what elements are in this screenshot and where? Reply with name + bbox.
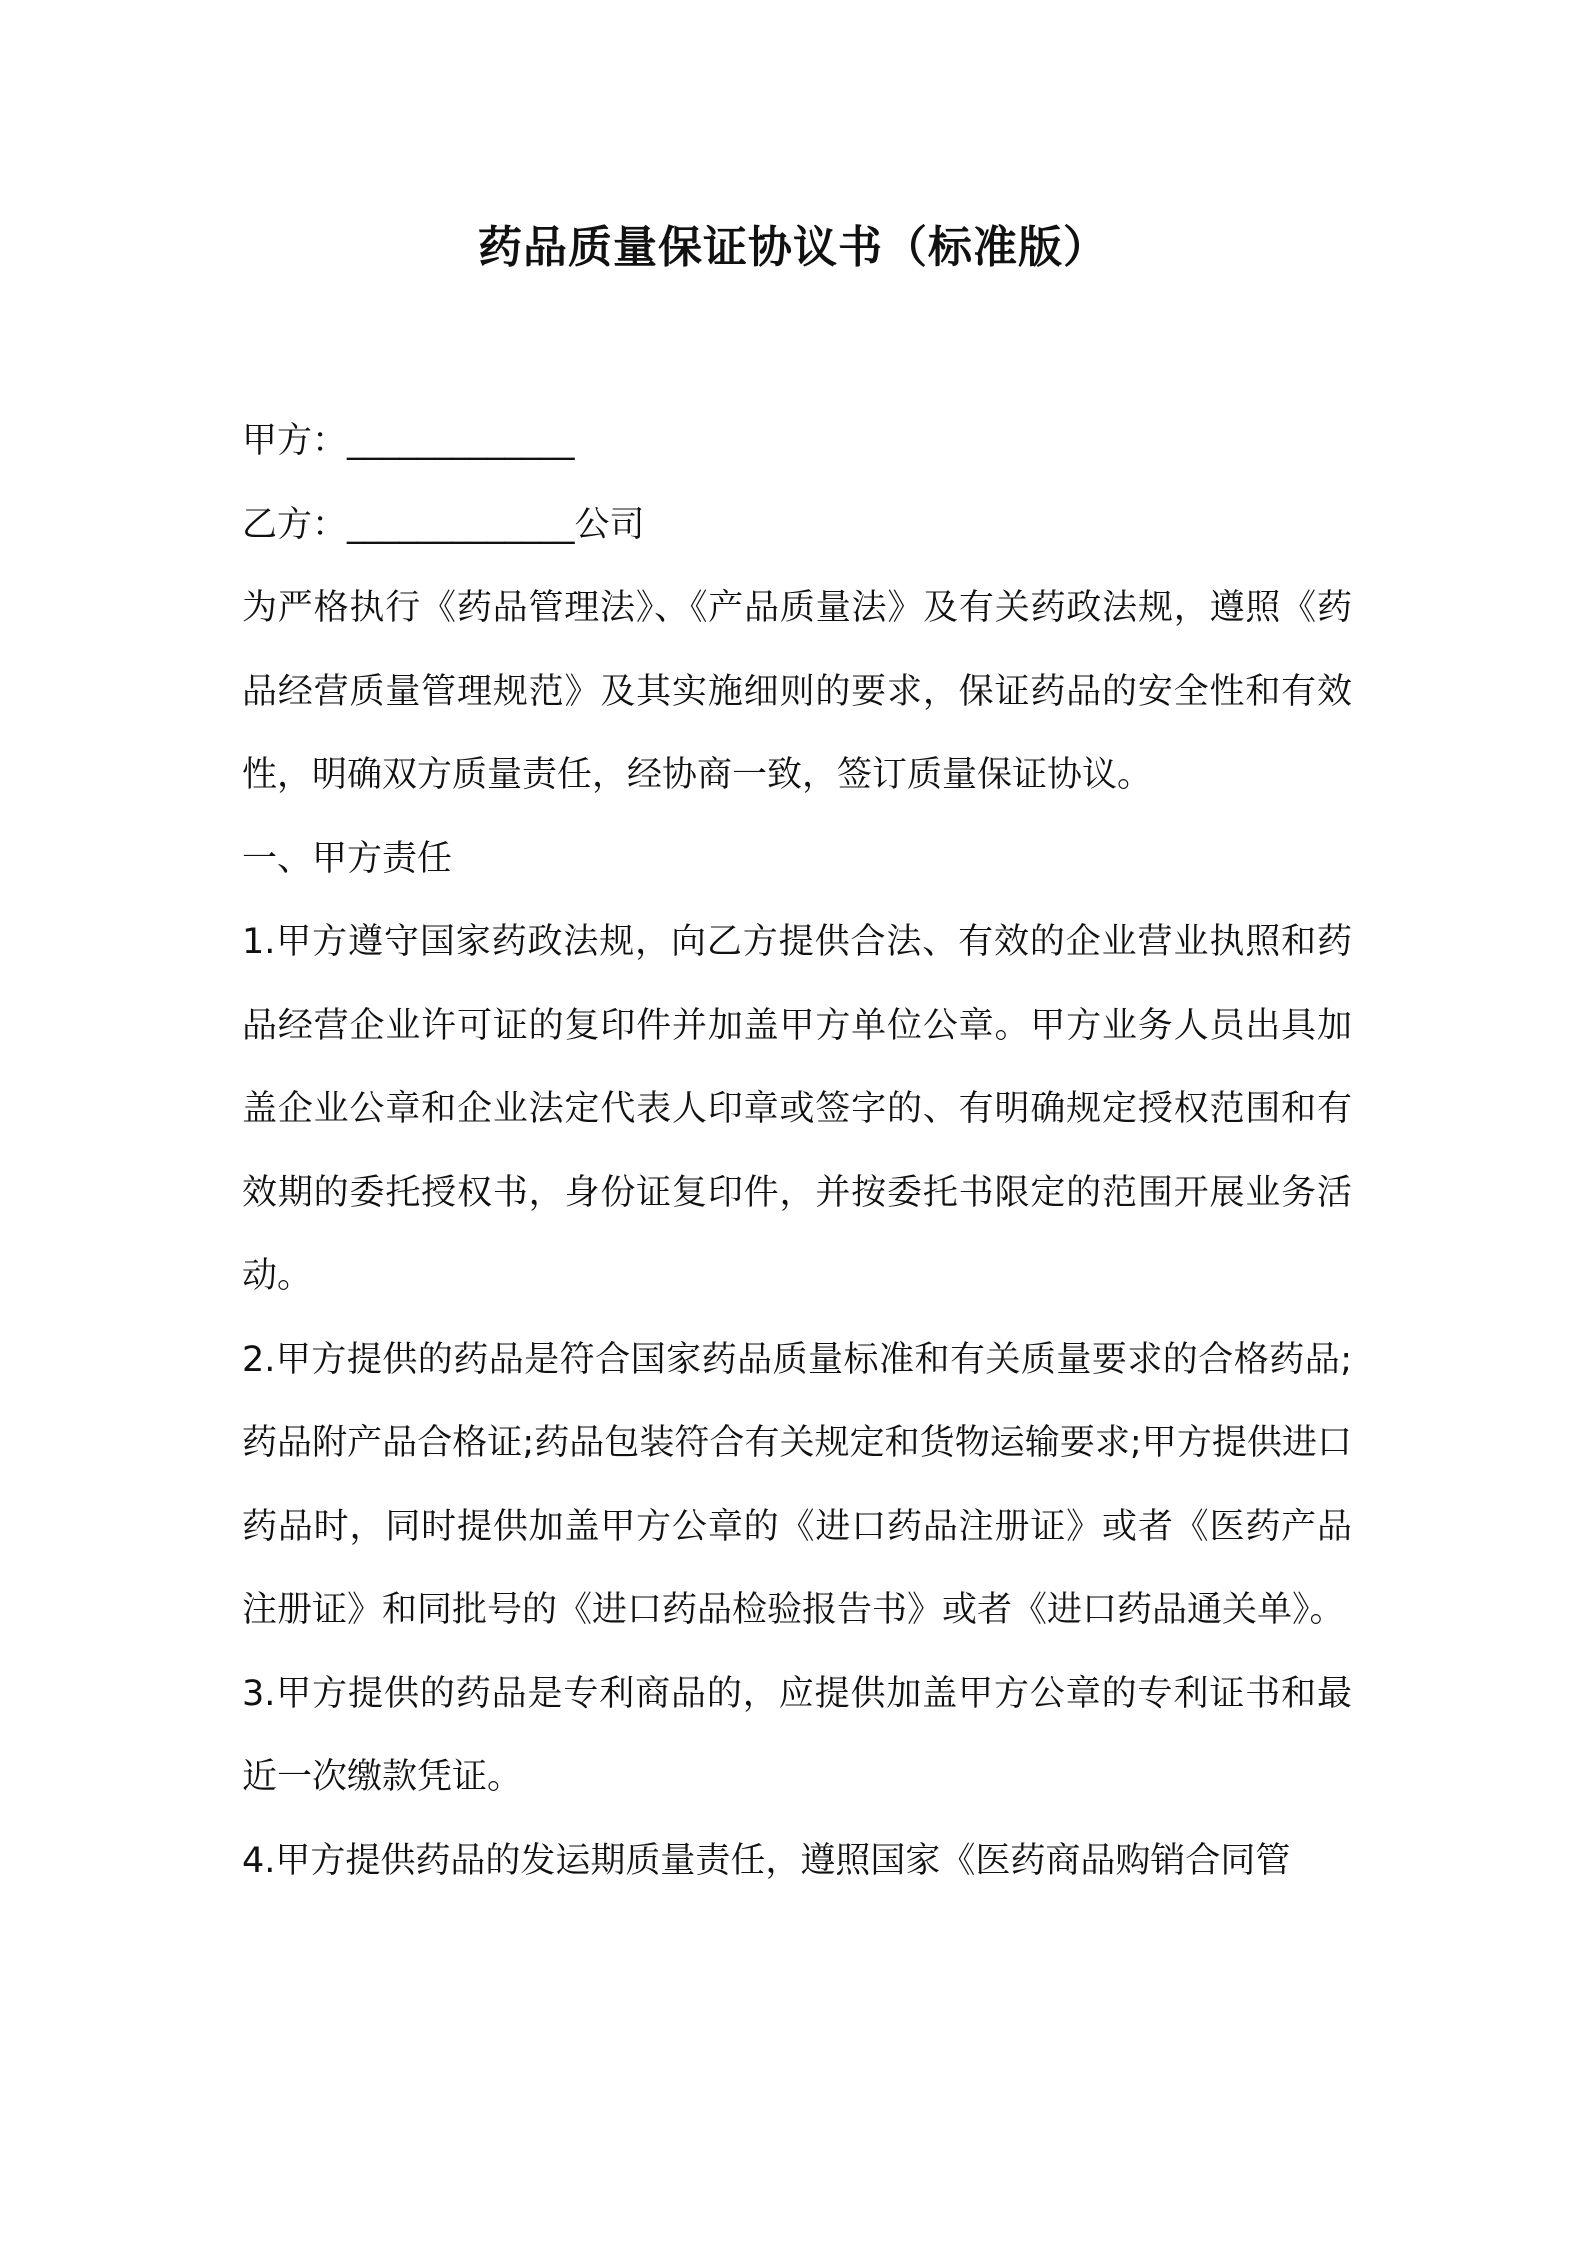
preamble-paragraph: 为严格执行《药品管理法》、《产品质量法》及有关药政法规，遵照《药品经营质量管理规范》及其实施细则的要求，保证药品的安全性和有效性，明确双方质量责任，经协商一致，签订质量保证协议。	[242, 588, 1352, 795]
document-title: 药品质量保证协议书（标准版）	[478, 222, 1108, 273]
section-heading-party-a-responsibilities: 一、甲方责任	[242, 838, 453, 879]
clause-3: 3.甲方提供的药品是专利商品的，应提供加盖甲方公章的专利证书和最近一次缴款凭证。	[242, 1673, 1352, 1797]
party-a-line: 甲方：_____________	[242, 421, 575, 461]
clause-1: 1.甲方遵守国家药政法规，向乙方提供合法、有效的企业营业执照和药品经营企业许可证的复印件并加盖甲方单位公章。甲方业务人员出具加盖企业公章和企业法定代表人印章或签字的、有明确规定授权范围和有效期的委托授权书，身份证复印件，并按委托书限定的范围开展业务活动。	[242, 922, 1352, 1296]
clause-4: 4.甲方提供药品的发运期质量责任，遵照国家《医药商品购销合同管	[242, 1840, 1291, 1881]
clause-2: 2.甲方提供的药品是符合国家药品质量标准和有关质量要求的合格药品;药品附产品合格证;药品包装符合有关规定和货物运输要求;甲方提供进口药品时，同时提供加盖甲方公章的《进口药品注册证》或者《医药产品注册证》和同批号的《进口药品检验报告书》或者《进口药品通关单》。	[242, 1339, 1352, 1630]
document-body	[242, 400, 1352, 1903]
party-b-line: 乙方：_____________公司	[242, 504, 645, 545]
